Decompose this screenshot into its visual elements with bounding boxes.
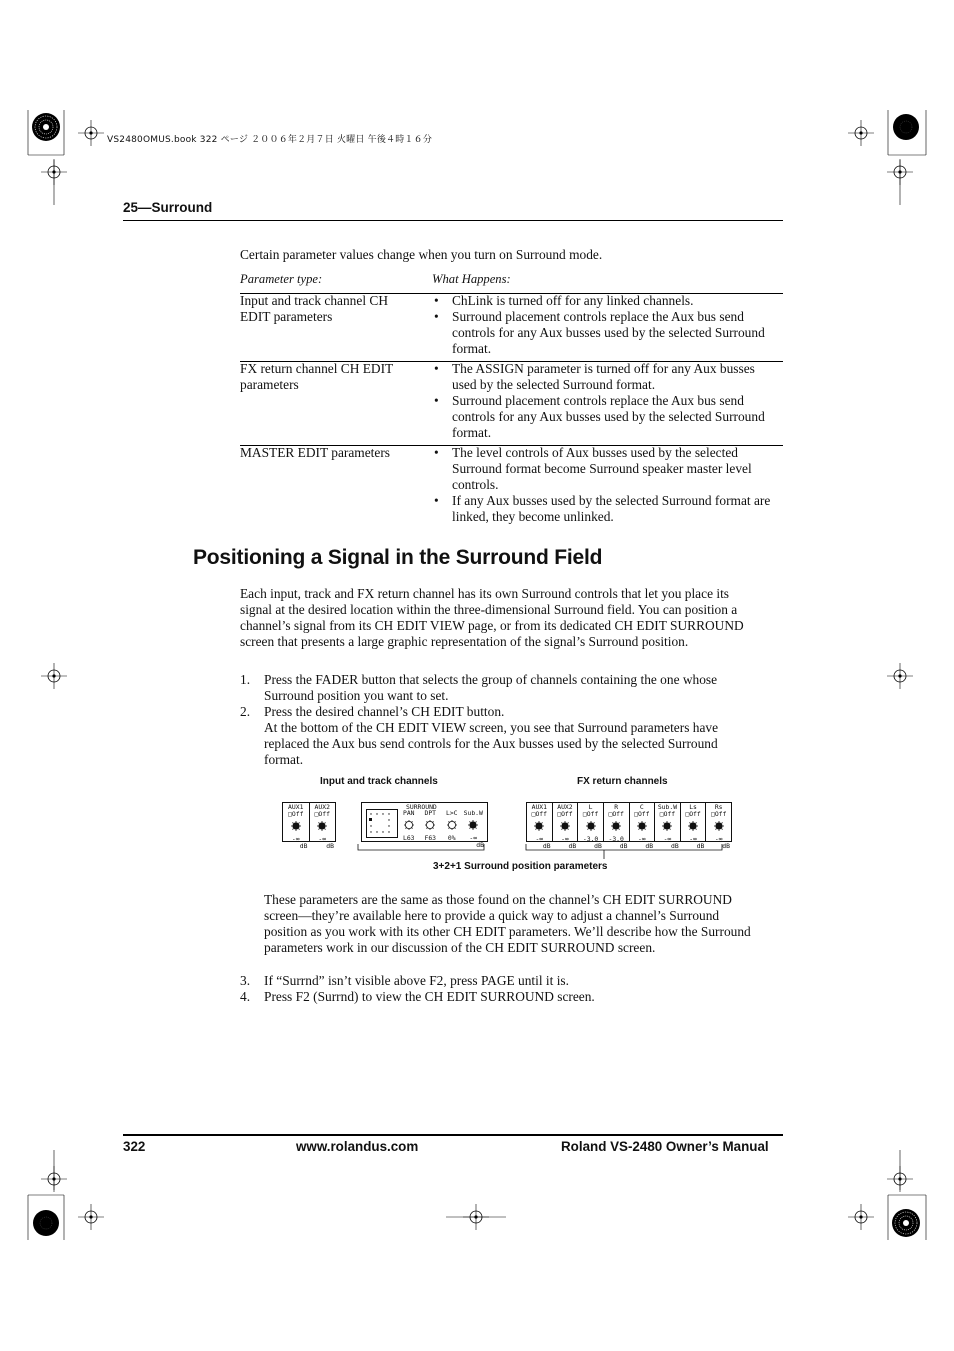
strip-name: AUX1 — [288, 803, 304, 811]
strip-state: □Off — [685, 810, 701, 818]
surround-param — [463, 809, 485, 849]
strip-unit: dB — [594, 842, 602, 850]
strip-unit: dB — [645, 842, 654, 850]
lcd-fx-block — [526, 802, 732, 850]
list-item — [240, 973, 750, 989]
strip-state: □Off — [557, 810, 573, 818]
intro-text: Certain parameter values change when you turn on Surround mode. — [240, 247, 603, 262]
lcd-channel-strip — [309, 803, 336, 850]
strip-value: -∞ — [714, 835, 723, 843]
step-text: Press the desired channel’s CH EDIT button. — [264, 703, 505, 719]
strip-name: AUX2 — [314, 803, 330, 811]
lcd-channel-strip — [629, 803, 655, 850]
strip-knob — [559, 818, 571, 836]
lcd-surround-block — [361, 802, 488, 849]
list-item: • Surround placement controls replace the Aux bus send controls for any Aux busses used by the selected Surround format. — [432, 393, 780, 441]
knob-icon — [585, 821, 597, 831]
strip-value: -∞ — [535, 835, 544, 843]
strip-knob — [316, 818, 328, 836]
strip-unit: dB — [696, 842, 705, 850]
step-text: Press F2 (Surrnd) to view the CH EDIT SURROUND screen. — [264, 988, 595, 1004]
strip-name: L — [588, 803, 593, 811]
knob-icon — [713, 821, 725, 831]
surround-param-value: L63 — [402, 834, 415, 842]
step-number: 4. — [240, 988, 251, 1004]
knob-icon — [661, 821, 673, 831]
surround-param-value: -∞ — [469, 834, 478, 842]
figure-caption: 3+2+1 Surround position parameters — [433, 861, 608, 872]
list-item — [240, 672, 750, 704]
step-number: 2. — [240, 703, 251, 719]
lcd-channel-strip — [705, 803, 731, 850]
step-number: 3. — [240, 973, 251, 988]
steps-list — [240, 672, 750, 767]
strip-value: -3.0 — [582, 835, 599, 843]
list-item: • The level controls of Aux busses used by the selected Surround format become Surround speaker master level controls. — [432, 445, 780, 493]
step-text: Press the FADER button that selects the group of channels containing the one whose Surround position you want to set. — [264, 672, 718, 703]
knob-icon — [610, 821, 622, 831]
surround-param-name: L>C — [445, 809, 458, 817]
lcd-channel-strip — [603, 803, 629, 850]
surround-params — [398, 809, 484, 849]
strip-unit: dB — [326, 842, 334, 850]
strip-state: □Off — [582, 810, 599, 818]
strip-value: -∞ — [318, 835, 327, 843]
strip-name: Ls — [689, 803, 697, 811]
strip-unit: dB — [542, 842, 551, 850]
footer-url: www.rolandus.com — [296, 1139, 419, 1154]
strip-name: Sub.W — [657, 803, 678, 811]
footer-rule — [123, 1134, 783, 1136]
strip-state: □Off — [659, 810, 676, 818]
knob-icon — [636, 821, 648, 831]
steps-list-2 — [240, 973, 750, 1005]
list-item: • The ASSIGN parameter is turned off for any Aux busses used by the selected Surround format. — [432, 361, 780, 393]
strip-value: -∞ — [291, 835, 300, 843]
knob-icon — [467, 820, 479, 830]
step-text: If “Surrnd” isn’t visible above F2, press PAGE until it is. — [264, 973, 569, 988]
strip-knob — [585, 818, 597, 836]
strip-name: AUX2 — [557, 803, 573, 811]
strip-knob — [713, 818, 725, 836]
strip-state: □Off — [314, 810, 330, 818]
surround-param-value: F63 — [424, 834, 437, 842]
list-item: • If any Aux busses used by the selected Surround format are linked, they become unlinked. — [432, 493, 780, 525]
knob-icon — [316, 821, 328, 831]
surround-param-name: Sub.W — [463, 809, 483, 817]
table-cell-happens — [432, 445, 780, 525]
strip-knob — [533, 818, 545, 836]
list-item: • ChLink is turned off for any linked channels. — [432, 293, 780, 309]
strip-unit: dB — [299, 842, 308, 850]
surround-grid — [366, 809, 398, 838]
after-figure-paragraph: These parameters are the same as those found on the channel’s CH EDIT SURROUND screen—they’re available here to provide a quick way to adjust a channel’s Surround position as you work with its other CH EDIT parameters. We’ll describe how the Surround parameters work in our discussion of the CH EDIT SURROUND screen. — [264, 892, 751, 955]
strip-value: -∞ — [561, 835, 569, 843]
strip-state: □Off — [288, 810, 304, 818]
step-number: 1. — [240, 672, 251, 687]
strip-state: □Off — [531, 810, 547, 818]
lcd-channel-strip — [680, 803, 706, 850]
step-extra-text: At the bottom of the CH EDIT VIEW screen, you see that Surround parameters have replaced the Aux bus send controls for the Aux busses used by the selected Surround format. — [264, 719, 719, 767]
strip-knob — [290, 818, 302, 836]
strip-unit: dB — [722, 842, 730, 850]
lcd-channel-strip — [577, 803, 603, 850]
lcd-channel-strip — [527, 803, 552, 850]
file-info-bar: VS2480OMUS.book 322 ページ ２００６年２月７日 火曜日 午後４時１６分 — [107, 135, 433, 145]
surround-knob — [424, 817, 436, 835]
knob-icon — [533, 821, 545, 831]
strip-value: -∞ — [637, 835, 646, 843]
section-paragraph: Each input, track and FX return channel has its own Surround controls that let you place its signal at the desired location within the three-dimensional Surround field. You can position a channel’s signal from its CH EDIT VIEW page, or from its dedicated CH EDIT SURROUND screen that presents a large graphic representation of the signal’s Surround position. — [240, 586, 744, 649]
lcd-fx-strips — [527, 803, 731, 850]
surround-param — [398, 810, 420, 840]
table-cell-param: FX return channel CH EDIT parameters — [240, 361, 393, 392]
table-cell-happens — [432, 361, 780, 441]
footer-manual-title: Roland VS-2480 Owner’s Manual — [561, 1139, 769, 1154]
lcd-channel-strip — [283, 803, 309, 850]
lcd-aux-block — [282, 802, 336, 850]
knob-icon — [559, 821, 571, 831]
surround-field-icon — [367, 810, 397, 837]
figure-label-fx-return: FX return channels — [577, 776, 668, 787]
strip-name: Rs — [714, 803, 723, 811]
surround-knob — [467, 817, 479, 835]
strip-unit: dB — [671, 842, 679, 850]
list-item — [240, 989, 750, 1005]
knob-icon — [687, 821, 699, 831]
surround-param-name: PAN — [402, 809, 415, 817]
knob-icon — [403, 820, 415, 830]
lcd-aux-strips — [283, 803, 335, 850]
table-cell-param: MASTER EDIT parameters — [240, 445, 390, 460]
surround-title: SURROUND — [406, 803, 437, 811]
strip-state: □Off — [634, 810, 650, 818]
strip-state: □Off — [608, 810, 624, 818]
lcd-channel-strip — [552, 803, 578, 850]
knob-icon — [446, 820, 458, 830]
header-rule — [123, 220, 783, 221]
strip-knob — [687, 818, 699, 836]
strip-knob — [661, 818, 673, 836]
figure-label-input-track: Input and track channels — [320, 776, 438, 787]
strip-name: R — [614, 803, 619, 811]
section-title: Positioning a Signal in the Surround Field — [193, 546, 603, 569]
knob-icon — [290, 821, 302, 831]
surround-unit: dB — [476, 841, 484, 849]
strip-unit: dB — [619, 842, 628, 850]
lcd-channel-strip — [654, 803, 680, 850]
surround-param — [441, 810, 463, 840]
list-item: • Surround placement controls replace the Aux bus send controls for any Aux busses used by the selected Surround format. — [432, 309, 780, 357]
surround-param-name: DPT — [424, 809, 437, 817]
list-item — [240, 704, 750, 768]
table-cell-happens — [432, 293, 780, 357]
strip-value: -∞ — [689, 835, 697, 843]
strip-state: □Off — [710, 810, 727, 818]
surround-param — [420, 810, 442, 840]
strip-knob — [610, 818, 622, 836]
surround-knob — [446, 817, 458, 835]
chapter-header: 25—Surround — [123, 200, 213, 215]
surround-knob — [403, 817, 415, 835]
surround-param-value: 0% — [447, 834, 456, 842]
knob-icon — [424, 820, 436, 830]
table-header-happens: What Happens: — [432, 272, 511, 286]
table-cell-param: Input and track channel CH EDIT parameters — [240, 293, 388, 324]
table-header-param: Parameter type: — [240, 272, 323, 286]
page-number: 322 — [123, 1139, 146, 1154]
strip-knob — [636, 818, 648, 836]
figure-callout-lines — [350, 840, 730, 860]
strip-name: C — [639, 803, 644, 811]
strip-name: AUX1 — [531, 803, 547, 811]
strip-value: -3.0 — [608, 835, 624, 843]
strip-value: -∞ — [663, 835, 672, 843]
strip-unit: dB — [568, 842, 577, 850]
